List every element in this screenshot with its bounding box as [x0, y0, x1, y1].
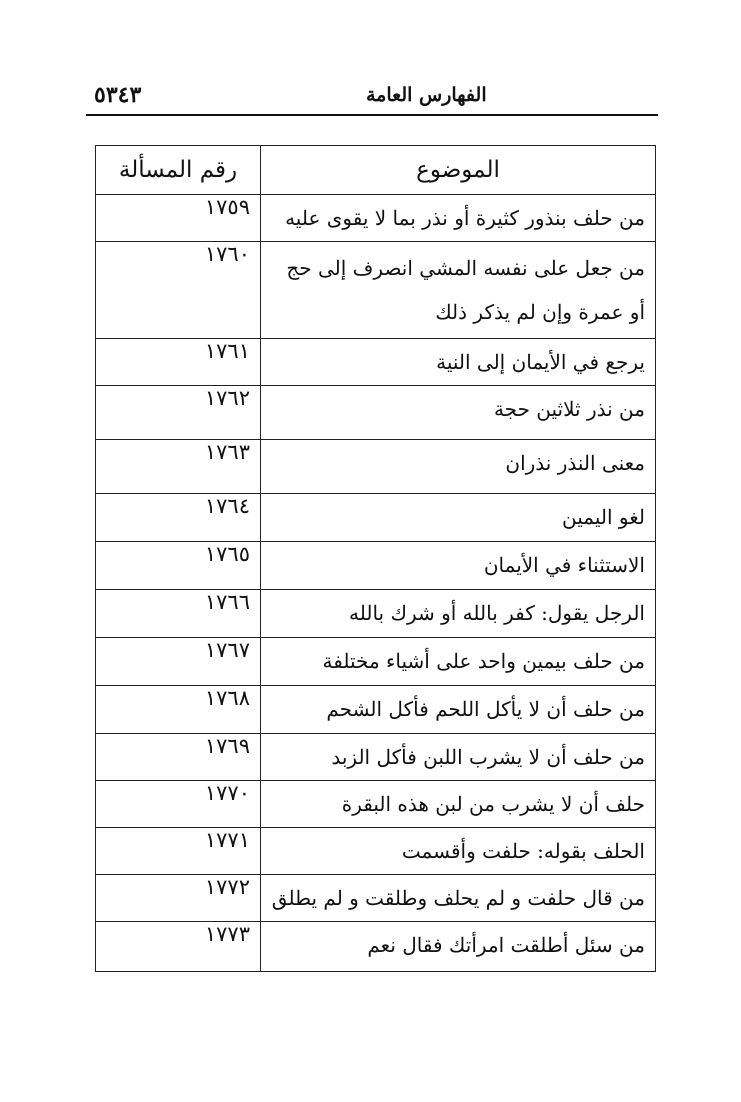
- number-cell: ١٧٦٣: [96, 440, 261, 494]
- page-number: ٥٣٤٣: [94, 82, 142, 108]
- column-header-topic: الموضوع: [261, 146, 656, 195]
- table-row: [96, 542, 656, 590]
- topic-cell: الحلف بقوله: حلفت وأقسمت: [261, 828, 656, 875]
- table-row: [96, 781, 656, 828]
- number-cell: ١٧٧٣: [96, 922, 261, 972]
- number-cell: ١٧٦٤: [96, 494, 261, 542]
- topic-cell: من نذر ثلاثين حجة: [261, 386, 656, 440]
- number-cell: ١٧٦١: [96, 339, 261, 386]
- page-title: الفهارس العامة: [366, 84, 487, 106]
- number-cell: ١٧٦٧: [96, 638, 261, 686]
- table-row: [96, 339, 656, 386]
- table-row: [96, 242, 656, 339]
- topic-cell: من حلف بيمين واحد على أشياء مختلفة: [261, 638, 656, 686]
- table-row: [96, 828, 656, 875]
- number-cell: ١٧٧١: [96, 828, 261, 875]
- table-row: [96, 734, 656, 781]
- table-row: [96, 195, 656, 242]
- number-cell: ١٧٥٩: [96, 195, 261, 242]
- topic-cell: من حلف بنذور كثيرة أو نذر بما لا يقوى عليه: [261, 195, 656, 242]
- number-cell: ١٧٦٩: [96, 734, 261, 781]
- topic-cell: من حلف أن لا يأكل اللحم فأكل الشحم: [261, 686, 656, 734]
- topic-cell: يرجع في الأيمان إلى النية: [261, 339, 656, 386]
- number-cell: ١٧٦٢: [96, 386, 261, 440]
- table-row: [96, 875, 656, 922]
- table-row: [96, 494, 656, 542]
- table-header-row: [96, 146, 656, 195]
- topic-cell: من قال حلفت و لم يحلف وطلقت و لم يطلق: [261, 875, 656, 922]
- topic-cell: حلف أن لا يشرب من لبن هذه البقرة: [261, 781, 656, 828]
- topic-cell: من سئل أطلقت امرأتك فقال نعم: [261, 922, 656, 972]
- table-row: [96, 922, 656, 972]
- table-row: [96, 638, 656, 686]
- table-body: [96, 195, 656, 972]
- topic-cell: معنى النذر نذران: [261, 440, 656, 494]
- topic-cell: من جعل على نفسه المشي انصرف إلى حج أو عمرة وإن لم يذكر ذلك: [261, 242, 656, 339]
- number-cell: ١٧٦٦: [96, 590, 261, 638]
- number-cell: ١٧٦٥: [96, 542, 261, 590]
- topic-cell: الرجل يقول: كفر بالله أو شرك بالله: [261, 590, 656, 638]
- number-cell: ١٧٦٠: [96, 242, 261, 339]
- number-cell: ١٧٧٠: [96, 781, 261, 828]
- table-row: [96, 590, 656, 638]
- number-cell: ١٧٧٢: [96, 875, 261, 922]
- number-cell: ١٧٦٨: [96, 686, 261, 734]
- index-table: [95, 145, 656, 972]
- page-header: [86, 80, 658, 116]
- table-row: [96, 440, 656, 494]
- topic-cell: لغو اليمين: [261, 494, 656, 542]
- table-row: [96, 386, 656, 440]
- column-header-number: رقم المسألة: [96, 146, 261, 195]
- table-row: [96, 686, 656, 734]
- topic-cell: من حلف أن لا يشرب اللبن فأكل الزبد: [261, 734, 656, 781]
- topic-cell: الاستثناء في الأيمان: [261, 542, 656, 590]
